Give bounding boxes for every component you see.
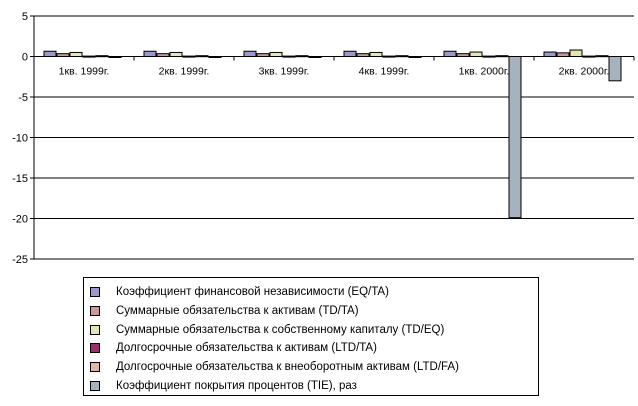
x-category-label: 3кв. 1999г. bbox=[258, 65, 310, 78]
legend-swatch bbox=[90, 306, 100, 316]
bar bbox=[609, 57, 621, 81]
bar bbox=[444, 51, 456, 56]
y-tick-label: -5 bbox=[18, 92, 28, 104]
bar bbox=[396, 56, 408, 57]
bar bbox=[383, 56, 395, 57]
y-tick-label: -10 bbox=[12, 132, 28, 145]
bar bbox=[557, 53, 569, 57]
bar bbox=[309, 57, 321, 58]
bar bbox=[296, 56, 308, 57]
x-category-label: 4кв. 1999г. bbox=[358, 65, 410, 78]
bar bbox=[357, 54, 369, 57]
bar bbox=[370, 52, 382, 56]
legend-item bbox=[90, 379, 357, 393]
bar bbox=[570, 50, 582, 56]
legend-label: Суммарные обязательства к активам (TD/TA) bbox=[116, 304, 359, 317]
legend-item bbox=[90, 304, 359, 318]
legend-item bbox=[90, 285, 389, 299]
bar bbox=[283, 56, 295, 57]
bar bbox=[70, 52, 82, 56]
legend-swatch bbox=[90, 287, 100, 297]
legend-label: Долгосрочные обязательства к активам (LTD/TA) bbox=[116, 342, 377, 355]
legend-label: Коэффициент покрытия процентов (TIE), раз bbox=[116, 380, 357, 392]
bar bbox=[83, 56, 95, 57]
y-tick-label: -25 bbox=[12, 254, 28, 266]
bar bbox=[209, 57, 221, 58]
bar bbox=[470, 52, 482, 56]
legend-label: Суммарные обязательства к собственному капиталу (TD/EQ) bbox=[116, 323, 445, 336]
bar bbox=[509, 57, 521, 218]
x-category-label: 2кв. 1999г. bbox=[158, 65, 210, 78]
bar bbox=[457, 54, 469, 57]
bar bbox=[170, 52, 182, 56]
bar bbox=[244, 51, 256, 56]
bars bbox=[44, 50, 621, 218]
legend-swatch bbox=[90, 381, 100, 391]
bar bbox=[496, 56, 508, 57]
bar bbox=[544, 52, 556, 56]
bar bbox=[483, 56, 495, 57]
chart-legend bbox=[83, 277, 539, 396]
bar bbox=[270, 52, 282, 56]
bar bbox=[196, 56, 208, 57]
bar bbox=[109, 57, 121, 58]
legend-swatch bbox=[90, 362, 100, 372]
bar bbox=[183, 56, 195, 57]
legend-swatch bbox=[90, 343, 100, 353]
bar bbox=[144, 51, 156, 56]
bar bbox=[409, 57, 421, 58]
bar bbox=[344, 51, 356, 56]
bar bbox=[96, 56, 108, 57]
tick-labels bbox=[12, 11, 28, 266]
bar bbox=[57, 54, 69, 57]
y-tick-label: -20 bbox=[12, 213, 28, 226]
legend-item bbox=[90, 341, 377, 355]
y-tick-label: 5 bbox=[21, 11, 28, 23]
bar bbox=[157, 54, 169, 57]
legend-item bbox=[90, 360, 459, 374]
bar bbox=[583, 56, 595, 57]
x-category-label: 2кв. 2000г. bbox=[558, 65, 610, 78]
x-category-label: 1кв. 1999г. bbox=[58, 65, 110, 78]
y-tick-label: 0 bbox=[21, 51, 28, 64]
bar bbox=[257, 54, 269, 57]
bar bbox=[44, 51, 56, 56]
y-tick-label: -15 bbox=[12, 173, 28, 185]
category-labels bbox=[59, 66, 610, 78]
legend-swatch bbox=[90, 325, 100, 335]
legend-item bbox=[90, 323, 444, 337]
legend-label: Коэффициент финансовой независимости (EQ/TA) bbox=[116, 286, 389, 298]
legend-label: Долгосрочные обязательства к внеоборотным активам (LTD/FA) bbox=[116, 361, 459, 374]
bar bbox=[596, 56, 608, 57]
x-category-label: 1кв. 2000г. bbox=[458, 65, 510, 78]
